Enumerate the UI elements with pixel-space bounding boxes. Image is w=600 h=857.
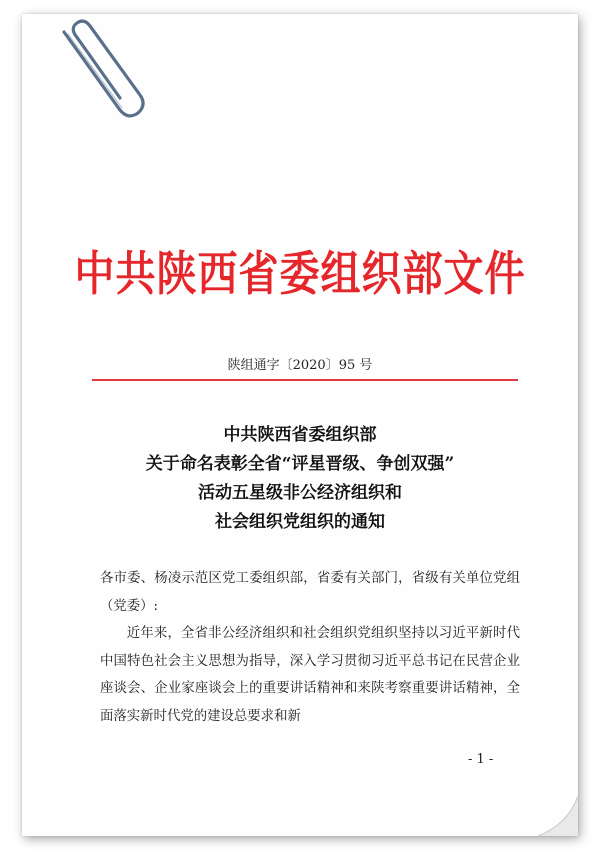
title-line: 关于命名表彰全省“评星晋级、争创双强” — [145, 454, 455, 474]
title-line: 活动五星级非公经济组织和 — [198, 483, 402, 503]
document-page — [22, 14, 578, 836]
page-curl — [518, 776, 578, 836]
paperclip-icon — [50, 14, 150, 124]
page-number: - 1 - — [468, 752, 494, 767]
document-body — [100, 565, 520, 731]
salutation-paragraph: 各市委、杨凌示范区党工委组织部，省委有关部门，省级有关单位党组（党委）: — [100, 571, 520, 614]
title-line: 社会组织党组织的通知 — [215, 512, 385, 532]
body-paragraph: 近年来，全省非公经济组织和社会组织党组织坚持以习近平新时代中国特色社会主义思想为指导，深入学习贯彻习近平总书记在民营企业座谈会、企业家座谈会上的重要讲话精神和来陕考察重要讲话精神，全面落实新时代党的建设总要求和新 — [100, 626, 520, 724]
document-header: 中共陕西省委组织部文件 — [74, 247, 526, 302]
document-number: 陕组通字〔2020〕95 号 — [227, 358, 373, 373]
title-line: 中共陕西省委组织部 — [223, 425, 377, 445]
document-title — [22, 421, 578, 537]
header-divider — [92, 379, 518, 381]
